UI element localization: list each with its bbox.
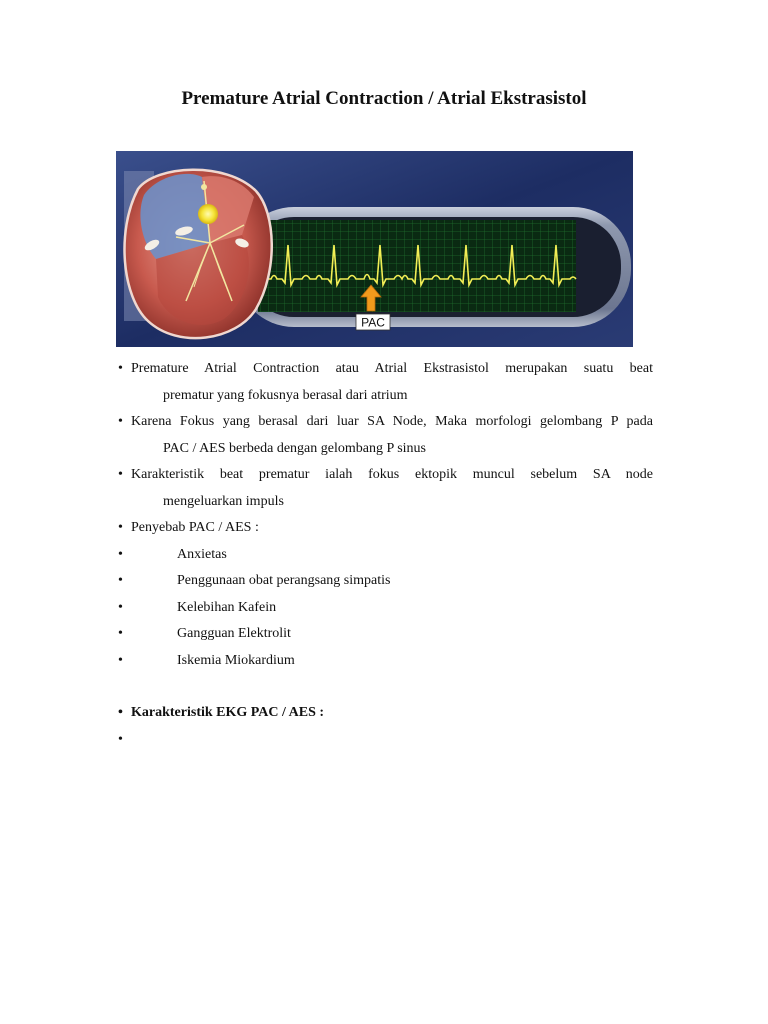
list-item [118,409,653,462]
causes-heading-text: Penyebab PAC / AES : [131,520,259,535]
cause-item [118,621,653,648]
bullet-dot: • [118,731,123,747]
page-title: Premature Atrial Contraction / Atrial Ekstrasistol [181,88,587,109]
bullet-dot: • [118,520,123,535]
bullet-dot: • [118,546,123,562]
heart-illustration [125,170,272,338]
empty-list-item [118,727,653,754]
bullet-dot: • [118,361,123,376]
ectopic-focus-icon [198,204,218,224]
cause-item [118,568,653,595]
bullet-dot: • [118,626,123,641]
bullet-dot: • [118,414,123,429]
cause-text: Iskemia Miokardium [177,652,295,668]
cause-text: Gangguan Elektrolit [177,626,291,641]
causes-heading [118,515,653,542]
list-item [118,356,653,409]
bullet-dot: • [118,467,123,482]
list-item-text: Premature Atrial Contraction atau Atrial Ekstrasistol merupakan suatu beat [131,361,653,376]
list-item-continuation: prematur yang fokusnya berasal dari atrium [163,387,408,403]
bullet-dot: • [118,652,123,668]
bullet-list [118,356,653,753]
ekg-heading-text: Karakteristik EKG PAC / AES : [131,705,325,720]
ekg-heading [118,700,653,727]
bullet-dot: • [118,599,123,615]
cause-item [118,595,653,622]
pac-label: PAC [361,315,385,330]
list-item-continuation: PAC / AES berbeda dengan gelombang P sinus [163,440,427,456]
list-item-text: Karakteristik beat prematur ialah fokus ektopik muncul sebelum SA node [131,467,653,482]
pac-illustration [116,151,633,347]
list-item-text: Karena Fokus yang berasal dari luar SA Node, Maka morfologi gelombang P pada [131,414,653,429]
cause-item [118,542,653,569]
cause-text: Penggunaan obat perangsang simpatis [177,573,391,588]
list-item-continuation: mengeluarkan impuls [163,493,284,509]
cause-item [118,648,653,675]
bullet-dot: • [118,573,123,588]
list-item [118,462,653,515]
bullet-dot: • [118,705,123,720]
cause-text: Anxietas [177,546,227,562]
ecg-heart-image [116,151,633,347]
cause-text: Kelebihan Kafein [177,599,277,615]
